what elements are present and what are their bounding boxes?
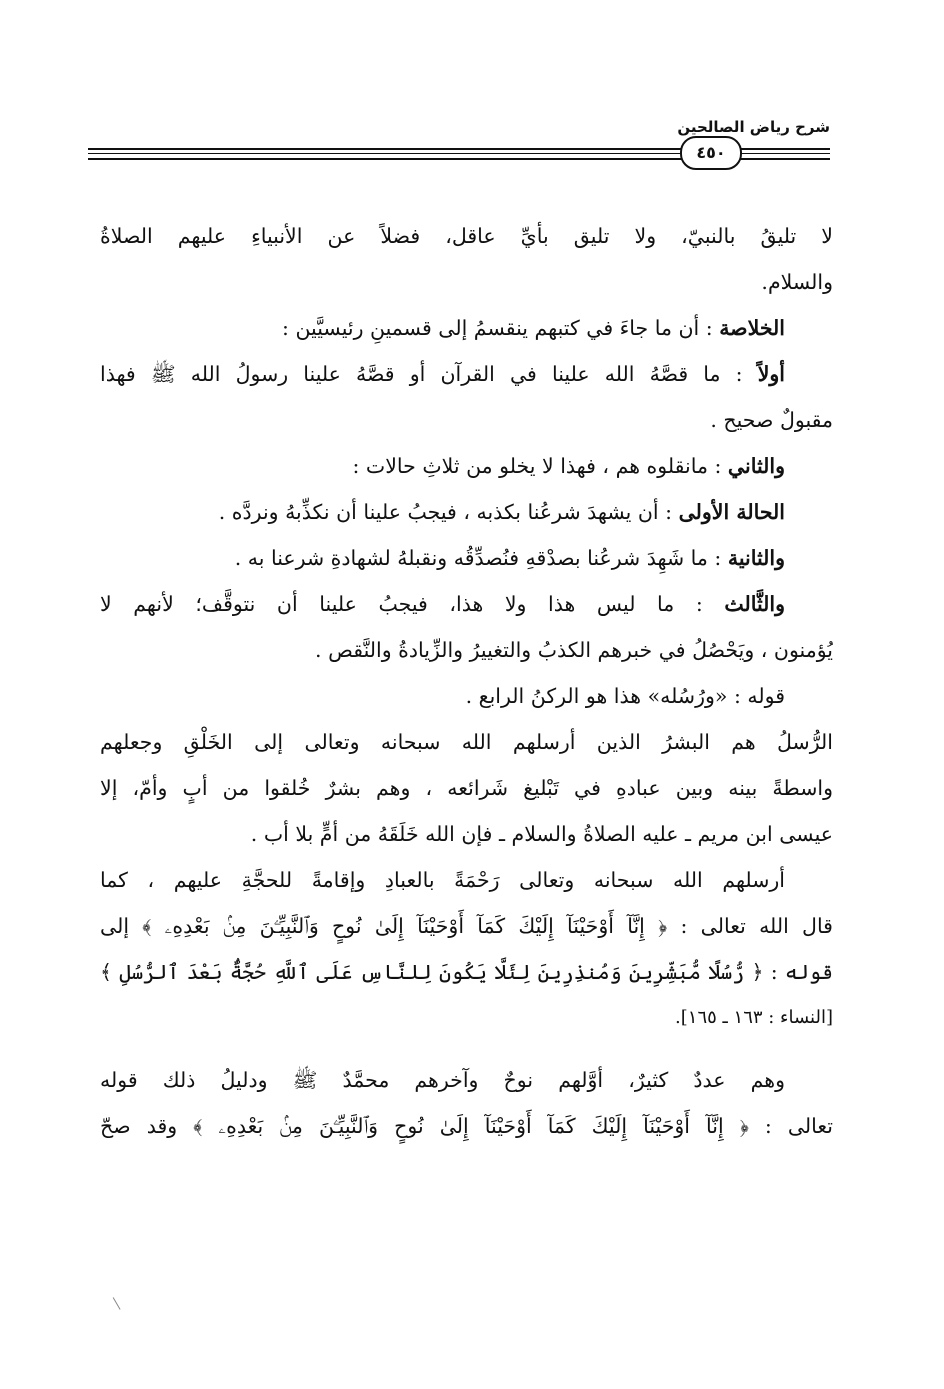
text-line: قوله : «ورُسُله» هذا هو الركنُ الرابع . (465, 684, 785, 708)
text-line: مقبولٌ صحيح . (710, 408, 833, 432)
text-line (100, 305, 833, 351)
quran-verse-line: قال الله تعالى : ﴿ إِنَّآ أَوْحَيْنَآ إِلَيْكَ كَمَآ أَوْحَيْنَآ إِلَىٰ نُوحٍ وَٱلنَّبِيِّـۧنَ مِنۢ بَعْدِهِۦ ﴾ إلى (100, 914, 833, 938)
scan-mark (113, 1296, 123, 1310)
text-line (100, 489, 833, 535)
running-title: شرح رياض الصالحين (677, 118, 830, 136)
text-line: والسلام. (761, 270, 833, 294)
text-run: : أن يشهدَ شرعُنا بكذبه ، فيجبُ علينا أن نكذِّبهُ ونردَّه . (218, 500, 673, 524)
summary-heading: الخلاصة (719, 316, 785, 340)
page-number: ٤٥٠ (680, 136, 742, 170)
text-run: : ما شَهِدَ شرعُنا بصدْقهِ فنُصدِّقُه ونقبلهُ لشهادةِ شرعنا به . (234, 546, 722, 570)
text-line: واسطةً بينه وبين عبادهِ في تَبْليغ شَرائعه ، وهم بشرٌ خُلقوا من أبٍ وأمّ، إلا (100, 776, 833, 800)
text-line: الرُّسلُ هم البشرُ الذين أرسلهم الله سبحانه وتعالى إلى الخَلْقِ وجعلهم (100, 730, 833, 754)
text-line: أرسلهم الله سبحانه وتعالى رَحْمَةً بالعبادِ وإقامةً للحجَّةِ عليهم ، كما (100, 868, 785, 892)
text-line (100, 581, 833, 627)
text-line: يُؤمنون ، ويَحْصُلُ في خبرهم الكذبُ والتغييرُ والزِّيادةُ والنَّقص . (315, 638, 833, 662)
text-line (100, 535, 833, 581)
body-text (100, 213, 833, 1149)
page-header (88, 112, 830, 182)
point-heading: والثاني (727, 454, 785, 478)
text-line (100, 351, 833, 397)
text-line (100, 443, 833, 489)
point-heading: أولاً (757, 362, 785, 386)
text-run: : مانقلوه هم ، فهذا لا يخلو من ثلاثِ حالات : (352, 454, 722, 478)
quran-verse-line: تعالى : ﴿ إِنَّآ أَوْحَيْنَآ إِلَيْكَ كَمَآ أَوْحَيْنَآ إِلَىٰ نُوحٍ وَٱلنَّبِيِّـۧنَ مِنۢ بَعْدِهِۦ ﴾ وقد صحّ (100, 1114, 833, 1138)
text-run: : ما قصَّهُ الله علينا في القرآن أو قصَّهُ علينا رسولُ الله ﷺ فهذا (100, 362, 743, 386)
text-line: وهم عددٌ كثيرٌ، أوَّلهم نوحٌ وآخرهم محمَّدٌ ﷺ ودليلُ ذلك قوله (100, 1068, 785, 1092)
text-run: : ما ليس هذا ولا هذا، فيجبُ علينا أن نتوقَّف؛ لأنهم لا (100, 592, 703, 616)
case-heading: والثَّالث (724, 592, 785, 616)
quran-verse-line: قوله : ﴿ رُّسُلًا مُّبَشِّرِينَ وَمُنذِرِينَ لِئَلَّا يَكُونَ لِلنَّاسِ عَلَى ٱللَّهِ حُجَّةٌۢ بَعْدَ ٱلرُّسُلِ ﴾ (100, 960, 833, 984)
verse-reference: [النساء : ١٦٣ ـ ١٦٥]. (675, 1007, 833, 1028)
text-line: عيسى ابن مريم ـ عليه الصلاةُ والسلام ـ فإن الله خَلَقَهُ من أمٍّ بلا أب . (250, 822, 833, 846)
text-line: لا تليقُ بالنبيّ، ولا تليق بأيِّ عاقل، فضلاً عن الأنبياءِ عليهم الصلاةُ (100, 224, 833, 248)
case-heading: والثانية (727, 546, 785, 570)
text-run: : أن ما جاءَ في كتبهم ينقسمُ إلى قسمينِ رئيسيَّين : (282, 316, 713, 340)
case-heading: الحالة الأولى (678, 500, 785, 524)
